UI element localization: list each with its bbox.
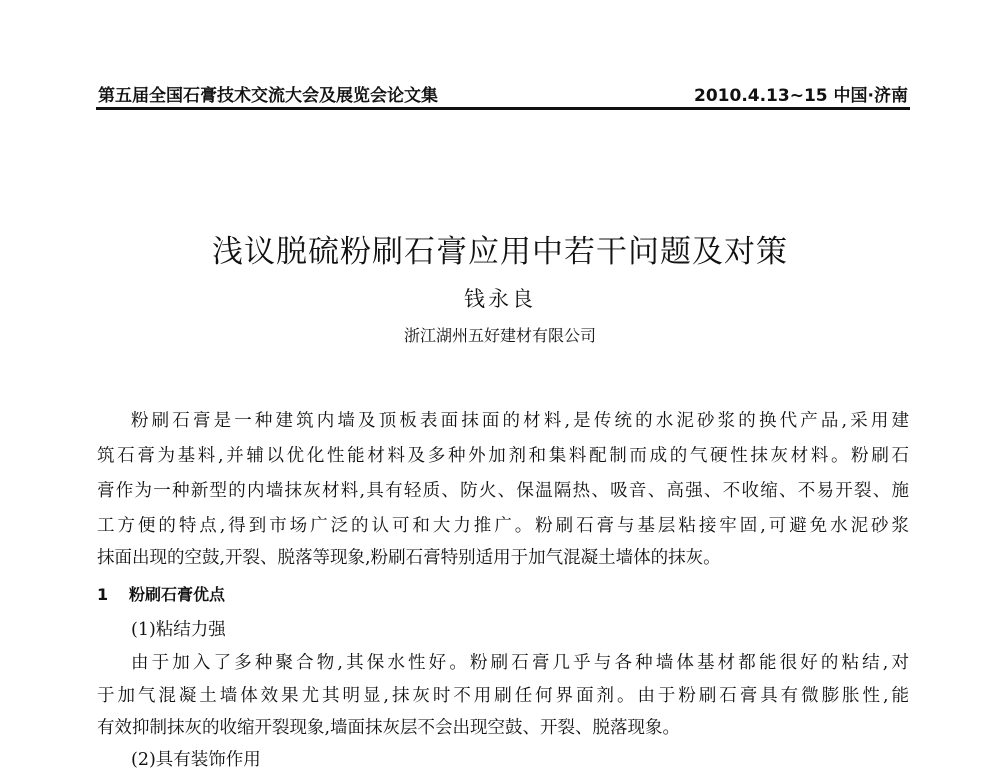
- paper-title: 浅议脱硫粉刷石膏应用中若干问题及对策: [212, 234, 788, 270]
- intro-line: 膏作为一种新型的内墙抹灰材料,具有轻质、防火、保温隔热、吸音、高强、不收缩、不易开裂、施: [97, 481, 909, 501]
- affiliation: 浙江湖州五好建材有限公司: [403, 326, 596, 345]
- section-heading: [97, 585, 225, 605]
- body-line: 由于加入了多种聚合物,其保水性好。粉刷石膏几乎与各种墙体基材都能很好的粘结,对: [131, 653, 909, 673]
- subheading: (1)粘结力强: [131, 620, 226, 640]
- intro-line: 粉刷石膏是一种建筑内墙及顶板表面抹面的材料,是传统的水泥砂浆的换代产品,采用建: [131, 411, 909, 431]
- subheading: (2)具有装饰作用: [131, 750, 261, 770]
- header-rule: [96, 107, 910, 110]
- running-header-left: 第五届全国石膏技术交流大会及展览会论文集: [98, 86, 438, 106]
- running-header-right: 2010.4.13~15 中国·济南: [694, 86, 908, 106]
- intro-line: 抹面出现的空鼓,开裂、脱落等现象,粉刷石膏特别适用于加气混凝土墙体的抹灰。: [97, 548, 721, 568]
- section-number: 1: [97, 585, 109, 604]
- section-title: 粉刷石膏优点: [129, 585, 226, 604]
- body-line: 有效抑制抹灰的收缩开裂现象,墙面抹灰层不会出现空鼓、开裂、脱落现象。: [97, 718, 681, 738]
- intro-line: 工方便的特点,得到市场广泛的认可和大力推广。粉刷石膏与基层粘接牢固,可避免水泥砂浆: [97, 516, 909, 536]
- intro-line: 筑石膏为基料,并辅以优化性能材料及多种外加剂和集料配制而成的气硬性抹灰材料。粉刷石: [97, 446, 909, 466]
- author: 钱永良: [464, 287, 536, 311]
- body-line: 于加气混凝土墙体效果尤其明显,抹灰时不用刷任何界面剂。由于粉刷石膏具有微膨胀性,能: [97, 686, 909, 706]
